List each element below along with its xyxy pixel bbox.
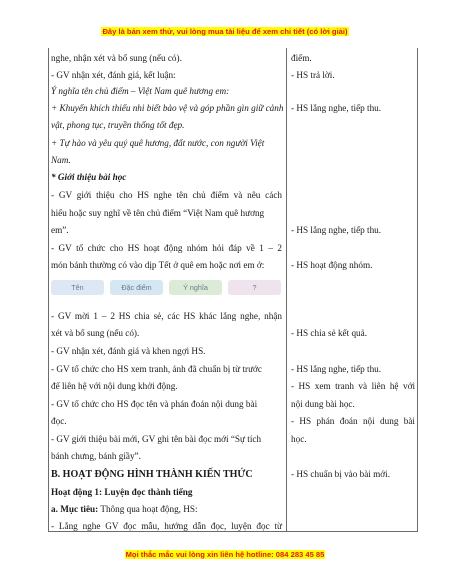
text-line: - GV giới thiệu cho HS nghe tên chủ điểm và nêu cách bbox=[51, 190, 282, 200]
text-line: - HS xem tranh và liên hệ với bbox=[291, 381, 415, 391]
text-line: - GV giới thiệu bài mới, GV ghi tên bài đọc mới “Sự tích bbox=[51, 434, 262, 444]
strip-cell-feature: Đặc điểm bbox=[110, 280, 163, 295]
text-line: - Lắng nghe GV đọc mẫu, hướng dẫn đọc, luyện đọc từ bbox=[51, 521, 282, 531]
text-line: điểm. bbox=[291, 53, 312, 63]
section-heading: * Giới thiệu bài học bbox=[51, 172, 127, 182]
text-line: nội dung bài học. bbox=[291, 399, 355, 409]
text-line: bánh chưng, bánh giầy”. bbox=[51, 451, 141, 461]
text-line: - GV tổ chức cho HS hoạt động nhóm hỏi đáp về 1 – 2 bbox=[51, 243, 282, 253]
text-line: để liên hệ với nội dung khởi động. bbox=[51, 381, 178, 391]
text-line: - HS chia sẻ kết quả. bbox=[291, 328, 368, 338]
text-line: - HS lắng nghe, tiếp thu. bbox=[291, 225, 382, 235]
text-line: - GV nhận xét, đánh giá và khen ngợi HS. bbox=[51, 346, 206, 356]
text-line: - HS lắng nghe, tiếp thu. bbox=[291, 103, 382, 113]
text-line: + Khuyến khích thiếu nhi biết bảo vệ và góp phần gìn giữ cảnh bbox=[51, 103, 284, 113]
activity-heading: Hoạt động 1: Luyện đọc thành tiếng bbox=[51, 487, 193, 497]
text-line: em”. bbox=[51, 225, 69, 235]
text-line: - HS chuẩn bị vào bài mới. bbox=[291, 469, 391, 479]
discussion-table-strip bbox=[51, 279, 281, 296]
preview-notice-banner bbox=[0, 27, 450, 36]
text-line: + Tự hào và yêu quý quê hương, đất nước, con người Việt bbox=[51, 138, 265, 148]
text-line: - HS hoạt động nhóm. bbox=[291, 260, 373, 270]
text-line: nghe, nhận xét và bổ sung (nếu có). bbox=[51, 53, 182, 63]
strip-cell-meaning: Ý nghĩa bbox=[169, 280, 222, 295]
strip-cell-question: ? bbox=[228, 280, 281, 295]
column-divider bbox=[286, 48, 287, 531]
text-line: món bánh thường có vào dịp Tết ở quê em hoặc nơi em ở: bbox=[51, 260, 265, 270]
text-line: Ý nghĩa tên chủ điểm – Việt Nam quê hương em: bbox=[51, 86, 230, 96]
text-line: học. bbox=[291, 434, 307, 444]
text-line: vật, phong tục, truyền thống tốt đẹp. bbox=[51, 120, 185, 130]
text-line: hiểu hoặc suy nghĩ về tên chủ điểm “Việt Nam quê hương bbox=[51, 208, 265, 218]
text-line: - GV nhận xét, đánh giá, kết luận: bbox=[51, 70, 176, 80]
lesson-table bbox=[48, 48, 418, 532]
section-heading: B. HOẠT ĐỘNG HÌNH THÀNH KIẾN THỨC bbox=[51, 469, 253, 480]
text-line: Nam. bbox=[51, 155, 71, 165]
text-line: đọc. bbox=[51, 416, 67, 426]
text-line: - HS trả lời. bbox=[291, 70, 335, 80]
hotline-banner bbox=[0, 550, 450, 559]
text-line: - GV tổ chức cho HS đọc tên và phán đoán nội dung bài bbox=[51, 399, 258, 409]
text-line bbox=[51, 503, 282, 516]
text-line: xét và bổ sung (nếu có). bbox=[51, 328, 140, 338]
objective-label: a. Mục tiêu: bbox=[51, 504, 99, 514]
hotline-text: Mọi thắc mắc vui lòng xin liên hệ hotline: 084 283 45 85 bbox=[125, 550, 325, 559]
text-line: - GV tổ chức cho HS xem tranh, ảnh đã chuẩn bị từ trước bbox=[51, 364, 262, 374]
text-line: - HS lắng nghe, tiếp thu. bbox=[291, 364, 382, 374]
objective-text: Thông qua hoạt động, HS: bbox=[98, 504, 198, 514]
text-line: - HS phán đoán nội dung bài bbox=[291, 416, 415, 426]
strip-cell-name: Tên bbox=[51, 280, 104, 295]
preview-notice-text: Đây là bản xem thử, vui lòng mua tài liệu để xem chi tiết (có lời giải) bbox=[102, 27, 348, 36]
text-line: - GV mời 1 – 2 HS chia sẻ, các HS khác lắng nghe, nhận bbox=[51, 311, 282, 321]
